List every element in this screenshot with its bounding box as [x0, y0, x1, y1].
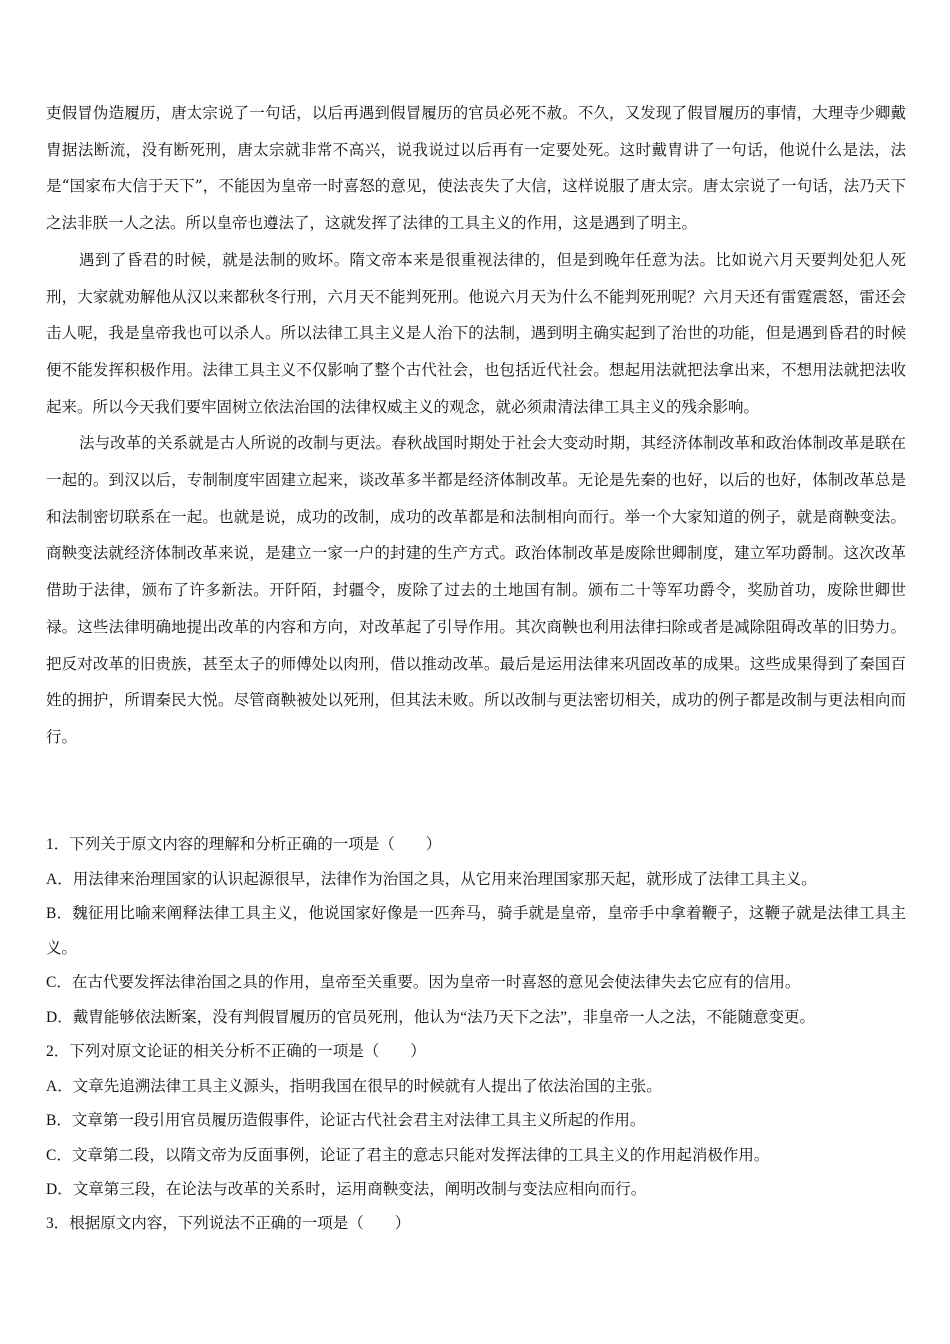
question-1-stem: 1．下列关于原文内容的理解和分析正确的一项是（ ）: [46, 836, 442, 853]
question-1: [46, 828, 906, 1036]
question-2-stem: 2．下列对原文论证的相关分析不正确的一项是（ ）: [46, 1043, 426, 1060]
question-3: [46, 1207, 906, 1242]
question-2-option-d: D．文章第三段，在论法与改革的关系时，运用商鞅变法，阐明改制与变法应相向而行。: [46, 1181, 647, 1199]
question-1-option-a: A．用法律来治理国家的认识起源很早，法律作为治国之具，从它用来治理国家那天起，就形成了法律工具主义。: [46, 870, 817, 888]
question-3-stem: 3．根据原文内容，下列说法不正确的一项是（ ）: [46, 1215, 411, 1232]
question-1-option-d: D．戴胄能够依法断案，没有判假冒履历的官员死刑，他认为“法乃天下之法”，非皇帝一人之法，不能随意变更。: [46, 1008, 815, 1026]
question-1-option-b: B．魏征用比喻来阐释法律工具主义，他说国家好像是一匹奔马，骑手就是皇帝，皇帝手中拿着鞭子，这鞭子就是法律工具主义。: [46, 905, 906, 957]
question-2-option-a: A．文章先追溯法律工具主义源头，指明我国在很早的时候就有人提出了依法治国的主张。: [46, 1077, 662, 1095]
passage-paragraph-3: 法与改革的关系就是古人所说的改制与更法。春秋战国时期处于社会大变动时期，其经济体制改革和政治体制改革是联在一起的。到汉以后，专制制度牢固建立起来，谈改革多半都是经济体制改革。无论是先秦的也好，以后的也好，体制改革总是和法制密切联系在一起。也就是说，成功的改制，成功的改革都是和法制相向而行。举一个大家知道的例子，就是商鞅变法。商鞅变法就经济体制改革来说，是建立一家一户的封建的生产方式。政治体制改革是废除世卿制度，建立军功爵制。这次改革借助于法律，颁布了许多新法。开阡陌，封疆令，废除了过去的土地国有制。颁布二十等军功爵令，奖励首功，废除世卿世禄。这些法律明确地提出改革的内容和方向，对改革起了引导作用。其次商鞅也利用法律扫除或者是减除阻碍改革的旧势力。把反对改革的旧贵族，甚至太子的师傅处以肉刑，借以推动改革。最后是运用法律来巩固改革的成果。这些成果得到了秦国百姓的拥护，所谓秦民大悦。尽管商鞅被处以死刑，但其法未败。所以改制与更法密切相关，成功的例子都是改制与更法相向而行。: [46, 434, 906, 746]
passage-paragraph-2: 遇到了昏君的时候，就是法制的败坏。隋文帝本来是很重视法律的，但是到晚年任意为法。比如说六月天要判处犯人死刑，大家就劝解他从汉以来都秋冬行刑，六月天不能判死刑。他说六月天为什么不能判死刑呢？六月天还有雷霆震怒，雷还会击人呢，我是皇帝我也可以杀人。所以法律工具主义是人治下的法制，遇到明主确实起到了治世的功能，但是遇到昏君的时候便不能发挥积极作用。法律工具主义不仅影响了整个古代社会，也包括近代社会。想起用法就把法拿出来，不想用法就把法收起来。所以今天我们要牢固树立依法治国的法律权威主义的观念，就必须肃清法律工具主义的残余影响。: [46, 250, 906, 416]
passage-paragraph-1: 吏假冒伪造履历，唐太宗说了一句话，以后再遇到假冒履历的官员必死不赦。不久，又发现了假冒履历的事情，大理寺少卿戴胄据法断流，没有断死刑，唐太宗就非常不高兴，说我说过以后再有一定要处死。这时戴胄讲了一句话，他说什么是法，法是“国家布大信于天下”，不能因为皇帝一时喜怒的意见，使法丧失了大信，这样说服了唐太宗。唐太宗说了一句话，法乃天下之法非朕一人之法。所以皇帝也遵法了，这就发挥了法律的工具主义的作用，这是遇到了明主。: [46, 104, 906, 233]
question-2-option-b: B．文章第一段引用官员履历造假事件，论证古代社会君主对法律工具主义所起的作用。: [46, 1112, 646, 1130]
passage: [46, 95, 906, 756]
question-2: [46, 1035, 906, 1208]
question-2-option-c: C．文章第二段，以隋文帝为反面事例，论证了君主的意志只能对发挥法律的工具主义的作用起消极作用。: [46, 1146, 770, 1164]
question-1-option-c: C．在古代要发挥法律治国之具的作用，皇帝至关重要。因为皇帝一时喜怒的意见会使法律失去它应有的信用。: [46, 974, 801, 992]
